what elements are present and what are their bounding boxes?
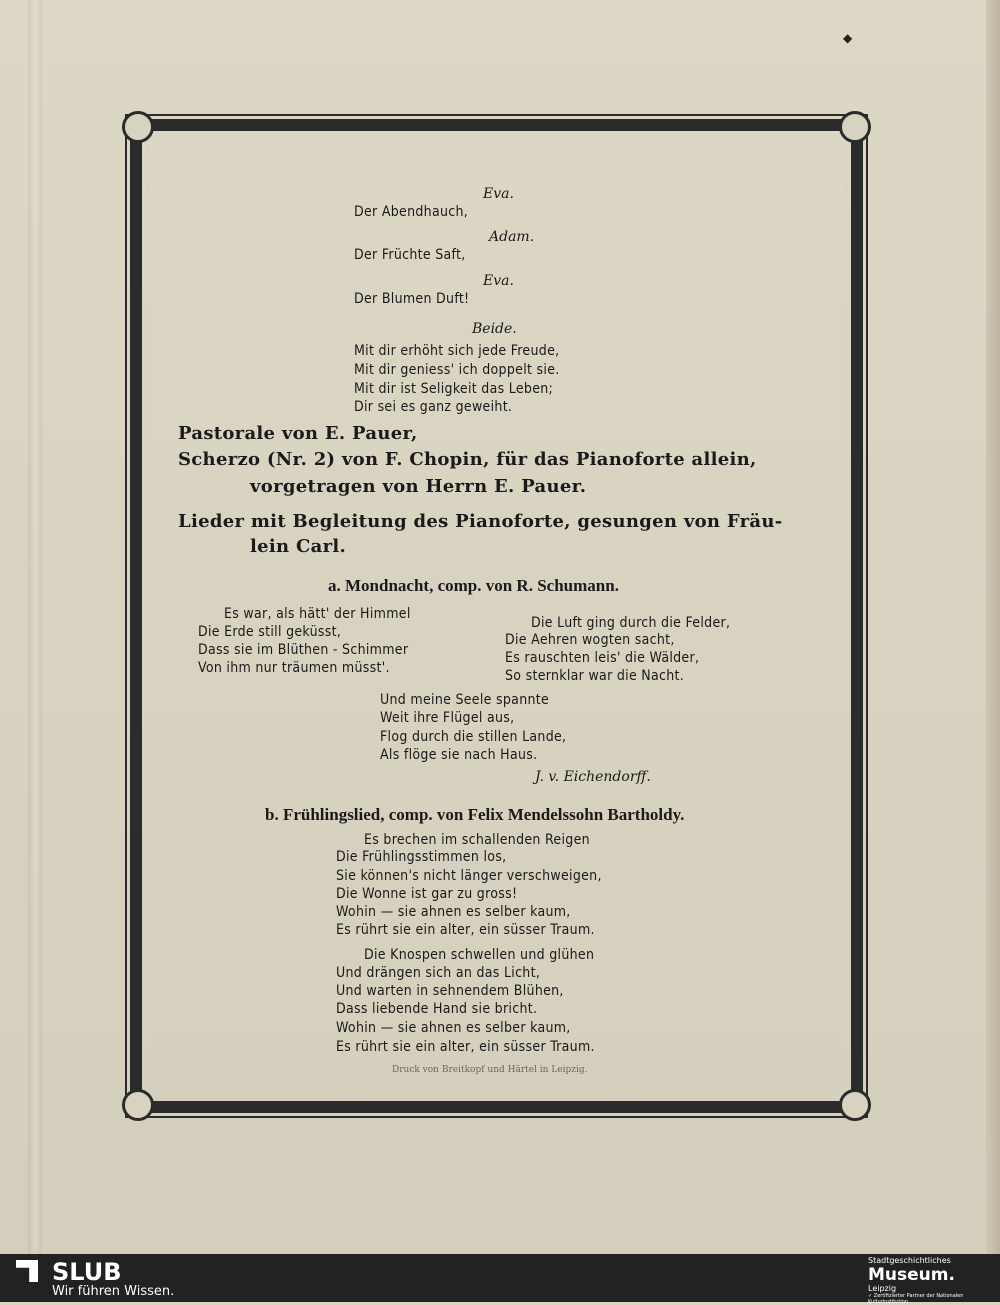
museum-partner-note: ✓ Zertifizierter Partner der Nationalen Kulturinstitution xyxy=(868,1293,964,1305)
song-heading: b. Frühlingslied, comp. von Felix Mendelssohn Bartholdy. xyxy=(265,805,685,824)
page-fold xyxy=(28,0,42,1254)
page-edge xyxy=(986,0,1000,1254)
song-heading: a. Mondnacht, comp. von R. Schumann. xyxy=(328,576,619,595)
verse-line: Sie können's nicht länger verschweigen, xyxy=(336,868,602,884)
border-corner-ornament xyxy=(122,1089,154,1121)
museum-logo-line: Stadtgeschichtliches xyxy=(868,1256,951,1265)
verse-line: Dir sei es ganz geweiht. xyxy=(354,399,513,415)
verse-line: Es war, als hätt' der Himmel xyxy=(224,606,411,622)
corner-mark: ◆ xyxy=(843,31,853,45)
verse-line: Als flöge sie nach Haus. xyxy=(380,747,538,763)
verse-line: Der Abendhauch, xyxy=(354,204,469,220)
verse-line: Dass sie im Blüthen - Schimmer xyxy=(198,642,409,658)
speaker-label: Eva. xyxy=(483,186,514,202)
speaker-label: Eva. xyxy=(483,273,514,289)
museum-logo-wordmark[interactable]: Museum. xyxy=(868,1265,955,1285)
verse-line: Dass liebende Hand sie bricht. xyxy=(336,1001,538,1017)
verse-line: Die Luft ging durch die Felder, xyxy=(531,615,731,631)
verse-line: Es rührt sie ein alter, ein süsser Traum. xyxy=(336,1039,595,1055)
verse-line: Die Knospen schwellen und glühen xyxy=(364,947,595,963)
verse-line: Mit dir geniess' ich doppelt sie. xyxy=(354,362,560,378)
verse-line: Die Erde still geküsst, xyxy=(198,624,342,640)
slub-wordmark[interactable]: SLUB xyxy=(52,1258,122,1286)
program-item: Pastorale von E. Pauer, xyxy=(178,423,418,444)
verse-line: Flog durch die stillen Lande, xyxy=(380,729,567,745)
program-item: vorgetragen von Herrn E. Pauer. xyxy=(250,476,587,497)
verse-line: Mit dir ist Seligkeit das Leben; xyxy=(354,381,554,397)
poem-author: J. v. Eichendorff. xyxy=(535,769,651,785)
program-item: Lieder mit Begleitung des Pianoforte, gesungen von Fräu- xyxy=(178,511,783,532)
verse-line: Weit ihre Flügel aus, xyxy=(380,710,515,726)
program-item: Scherzo (Nr. 2) von F. Chopin, für das Pianoforte allein, xyxy=(178,449,757,470)
verse-line: Es rührt sie ein alter, ein süsser Traum. xyxy=(336,922,595,938)
verse-line: Wohin — sie ahnen es selber kaum, xyxy=(336,904,571,920)
verse-line: Der Früchte Saft, xyxy=(354,247,466,263)
border-corner-ornament xyxy=(122,111,154,143)
speaker-label: Adam. xyxy=(489,229,535,245)
verse-line: Von ihm nur träumen müsst'. xyxy=(198,660,390,676)
border-corner-ornament xyxy=(839,111,871,143)
museum-logo-line: Leipzig xyxy=(868,1284,897,1293)
verse-line: Und drängen sich an das Licht, xyxy=(336,965,541,981)
verse-line: Die Wonne ist gar zu gross! xyxy=(336,886,518,902)
verse-line: Die Frühlingsstimmen los, xyxy=(336,849,507,865)
slub-tagline: Wir führen Wissen. xyxy=(52,1284,175,1299)
verse-line: Es brechen im schallenden Reigen xyxy=(364,832,590,848)
printer-imprint: Druck von Breitkopf und Härtel in Leipzig. xyxy=(392,1065,588,1075)
verse-line: So sternklar war die Nacht. xyxy=(505,668,685,684)
speaker-label: Beide. xyxy=(472,321,517,337)
verse-line: Mit dir erhöht sich jede Freude, xyxy=(354,343,560,359)
verse-line: Wohin — sie ahnen es selber kaum, xyxy=(336,1020,571,1036)
verse-line: Die Aehren wogten sacht, xyxy=(505,632,675,648)
border-corner-ornament xyxy=(839,1089,871,1121)
verse-line: Und meine Seele spannte xyxy=(380,692,550,708)
verse-line: Und warten in sehnendem Blühen, xyxy=(336,983,564,999)
verse-line: Es rauschten leis' die Wälder, xyxy=(505,650,700,666)
verse-line: Der Blumen Duft! xyxy=(354,291,470,307)
program-item: lein Carl. xyxy=(250,536,347,557)
